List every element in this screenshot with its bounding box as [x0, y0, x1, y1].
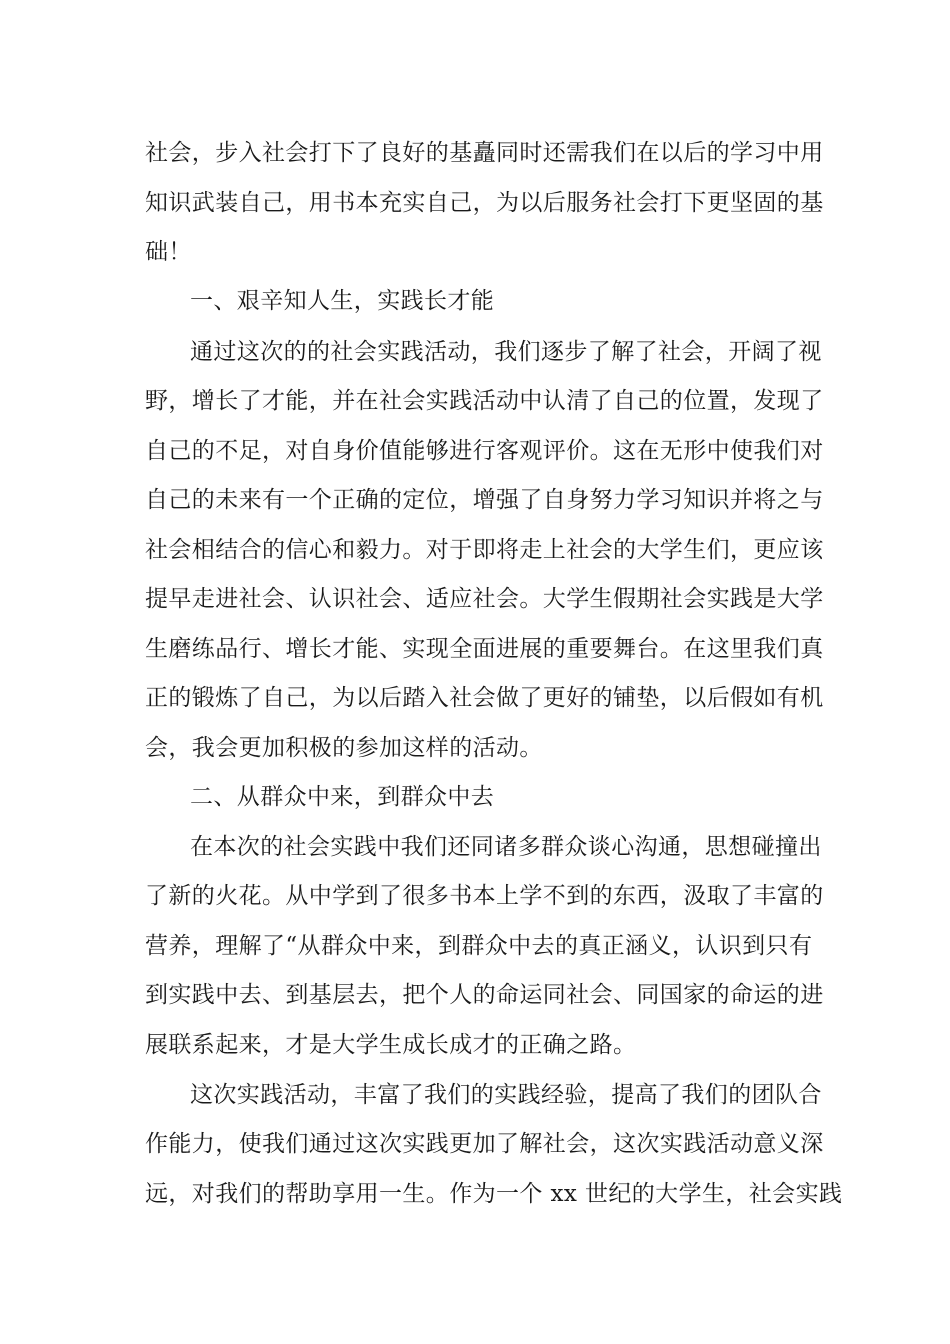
paragraph-line: 自己的未来有一个正确的定位，增强了自身努力学习知识并将之与 — [145, 487, 824, 513]
paragraph-line: 正的锻炼了自己，为以后踏入社会做了更好的铺垫，以后假如有机 — [145, 685, 824, 711]
paragraph-line: 会，我会更加积极的参加这样的活动。 — [145, 735, 543, 761]
paragraph-line: 通过这次的的社会实践活动，我们逐步了解了社会，开阔了视 — [190, 339, 822, 365]
paragraph-line: 作能力，使我们通过这次实践更加了解社会，这次实践活动意义深 — [145, 1131, 824, 1157]
section-heading: 二、从群众中来，到群众中去 — [190, 784, 495, 810]
paragraph-line: 社会，步入社会打下了良好的基矗同时还需我们在以后的学习中用 — [145, 140, 824, 166]
paragraph-line: 展联系起来，才是大学生成长成才的正确之路。 — [145, 1032, 637, 1058]
paragraph-line: 远，对我们的帮助享用一生。作为一个 xx 世纪的大学生，社会实践 — [145, 1181, 843, 1207]
paragraph-line: 知识武装自己，用书本充实自己，为以后服务社会打下更坚固的基 — [145, 190, 824, 216]
paragraph-line: 这次实践活动，丰富了我们的实践经验，提高了我们的团队合 — [190, 1082, 822, 1108]
paragraph-line: 提早走进社会、认识社会、适应社会。大学生假期社会实践是大学 — [145, 586, 824, 612]
paragraph-line: 础！ — [145, 239, 192, 265]
paragraph-line: 生磨练品行、增长才能、实现全面进展的重要舞台。在这里我们真 — [145, 636, 824, 662]
paragraph-line: 社会相结合的信心和毅力。对于即将走上社会的大学生们，更应该 — [145, 537, 824, 563]
paragraph-line: 了新的火花。从中学到了很多书本上学不到的东西，汲取了丰富的 — [145, 883, 824, 909]
section-heading: 一、艰辛知人生，实践长才能 — [190, 288, 495, 314]
paragraph-line: 到实践中去、到基层去，把个人的命运同社会、同国家的命运的进 — [145, 982, 824, 1008]
paragraph-line: 野，增长了才能，并在社会实践活动中认清了自己的位置，发现了 — [145, 388, 824, 414]
paragraph-line: 自己的不足，对自身价值能够进行客观评价。这在无形中使我们对 — [145, 438, 824, 464]
paragraph-line: 营养，理解了“从群众中来，到群众中去的真正涵义，认识到只有 — [145, 933, 813, 959]
paragraph-line: 在本次的社会实践中我们还同诸多群众谈心沟通，思想碰撞出 — [190, 834, 822, 860]
